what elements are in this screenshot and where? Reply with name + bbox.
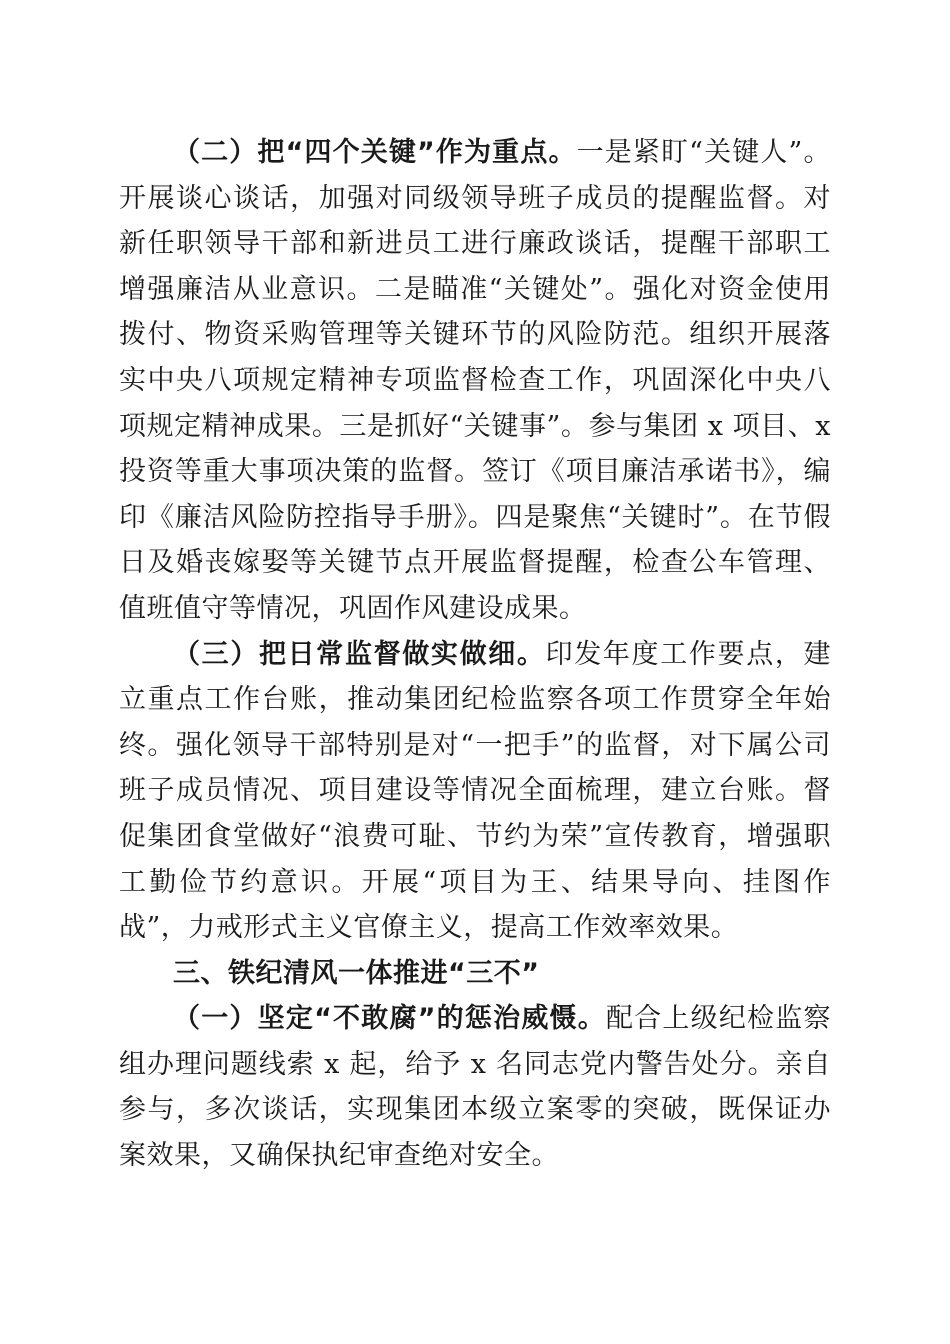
- paragraph-text: 印发年度工作要点，建立重点工作台账，推动集团纪检监察各项工作贯穿全年始终。强化领导干部特别是对“一把手”的监督，对下属公司班子成员情况、项目建设等情况全面梳理，建立台账。督促集团食堂做好“浪费可耻、节约为荣”宣传教育，增强职工勤俭节约意识。开展“项目为王、结果导向、挂图作战”，力戒形式主义官僚主义，提高工作效率效果。: [119, 638, 832, 944]
- document-body: [119, 130, 831, 1179]
- section-heading: 三、铁纪清风一体推进“三不”: [173, 957, 540, 989]
- paragraph-lead: （一）坚定“不敢腐”的惩治威慑。: [173, 1003, 606, 1035]
- paragraph-four-keys: [119, 130, 831, 632]
- paragraph-text: 一是紧盯“关键人”。开展谈心谈话，加强对同级领导班子成员的提醒监督。对新任职领导干部和新进员工进行廉政谈话，提醒干部职工增强廉洁从业意识。二是瞄准“关键处”。强化对资金使用拨付、物资采购管理等关键环节的风险防范。组织开展落实中央八项规定精神专项监督检查工作，巩固深化中央八项规定精神成果。三是抓好“关键事”。参与集团 x 项目、x 投资等重大事项决策的监督。签订《项目廉洁承诺书》，编印《廉洁风险防控指导手册》。四是聚焦“关键时”。在节假日及婚丧嫁娶等关键节点开展监督提醒，检查公车管理、值班值守等情况，巩固作风建设成果。: [119, 137, 831, 624]
- paragraph-text: 配合上级纪检监察组办理问题线索 x 起，给予 x 名同志党内警告处分。亲自参与，多次谈话，实现集团本级立案零的突破，既保证办案效果，又确保执纪审查绝对安全。: [119, 1003, 831, 1172]
- paragraph-lead: （三）把日常监督做实做细。: [173, 638, 546, 670]
- paragraph-dare-not-corrupt: [119, 996, 831, 1178]
- paragraph-daily-supervision: [119, 632, 831, 951]
- paragraph-lead: （二）把“四个关键”作为重点。: [173, 137, 577, 168]
